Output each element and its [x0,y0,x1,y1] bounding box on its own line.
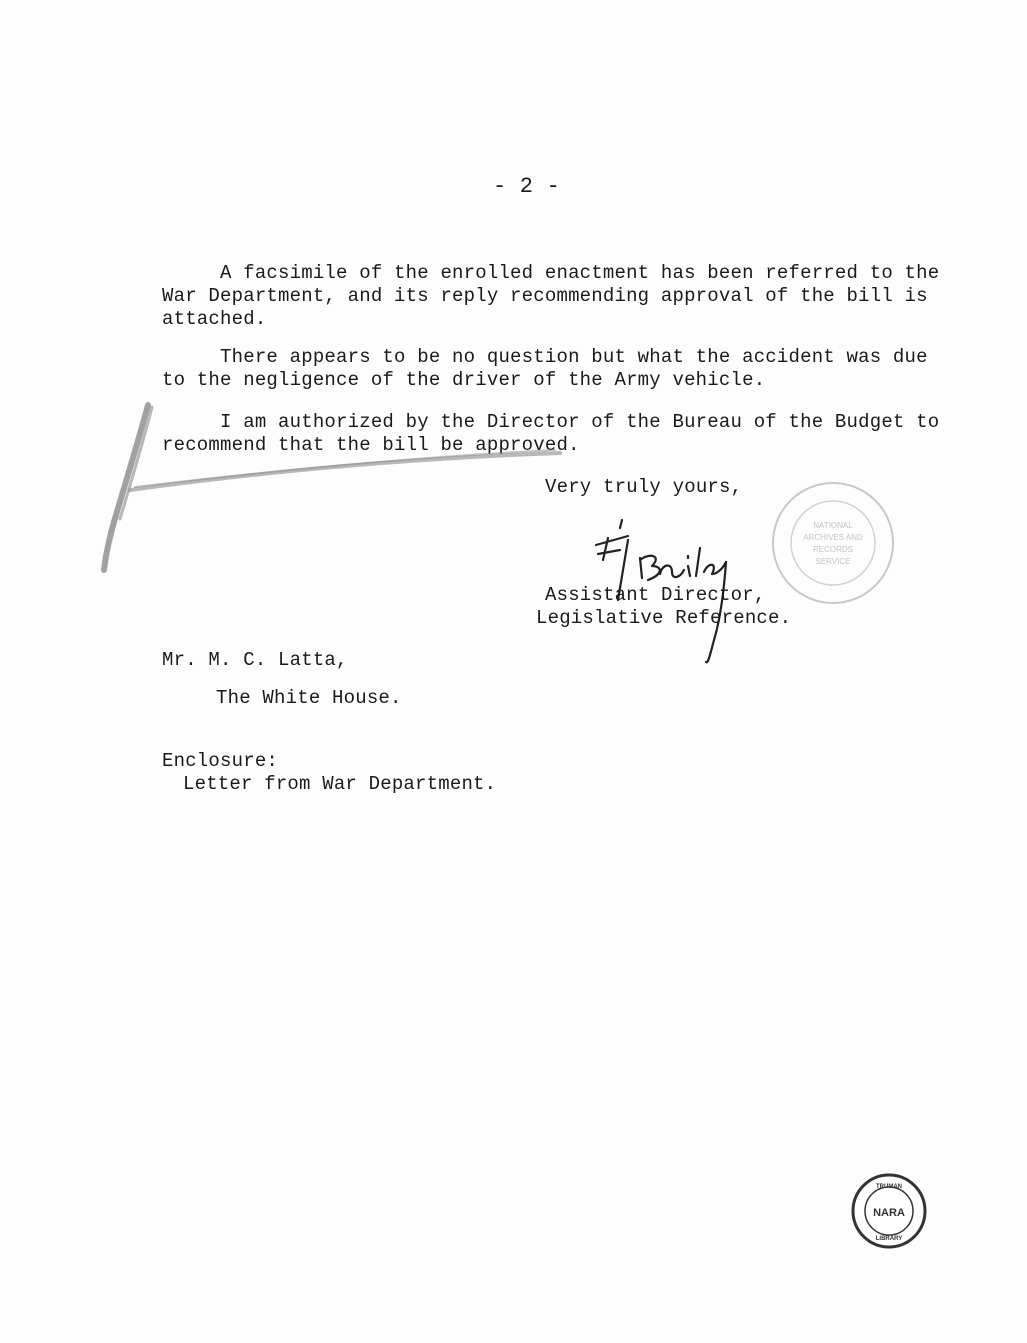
closing: Very truly yours, [545,476,743,498]
svg-text:TRUMAN: TRUMAN [876,1184,902,1190]
paragraph-line: War Department, and its reply recommending approval of the bill is [162,285,928,307]
page-number: - 2 - [493,174,561,199]
paragraph-line: recommend that the bill be approved. [162,434,580,456]
svg-text:NARA: NARA [873,1207,905,1219]
paragraph-line: to the negligence of the driver of the Army vehicle. [162,369,766,391]
svg-text:NATIONAL: NATIONAL [813,521,853,530]
nara-seal [850,1172,928,1250]
svg-text:LIBRARY: LIBRARY [875,1236,903,1242]
enclosure-label: Enclosure: [162,750,279,772]
paragraph-line: There appears to be no question but what the accident was due [162,346,928,368]
paragraph-line: attached. [162,308,267,330]
recipient-name: Mr. M. C. Latta, [162,649,348,671]
recipient-org: The White House. [216,687,402,709]
paragraph-line: A facsimile of the enrolled enactment has been referred to the [162,262,940,284]
svg-text:ARCHIVES AND: ARCHIVES AND [803,533,863,542]
svg-text:RECORDS: RECORDS [812,545,854,554]
enclosure-item: Letter from War Department. [183,773,497,795]
paragraph-line: I am authorized by the Director of the Bureau of the Budget to [162,411,940,433]
signer-department: Legislative Reference. [536,607,792,629]
signer-title: Assistant Director, [545,584,766,606]
svg-text:SERVICE: SERVICE [815,557,851,566]
library-stamp [768,478,898,608]
pencil-mark [90,395,580,585]
